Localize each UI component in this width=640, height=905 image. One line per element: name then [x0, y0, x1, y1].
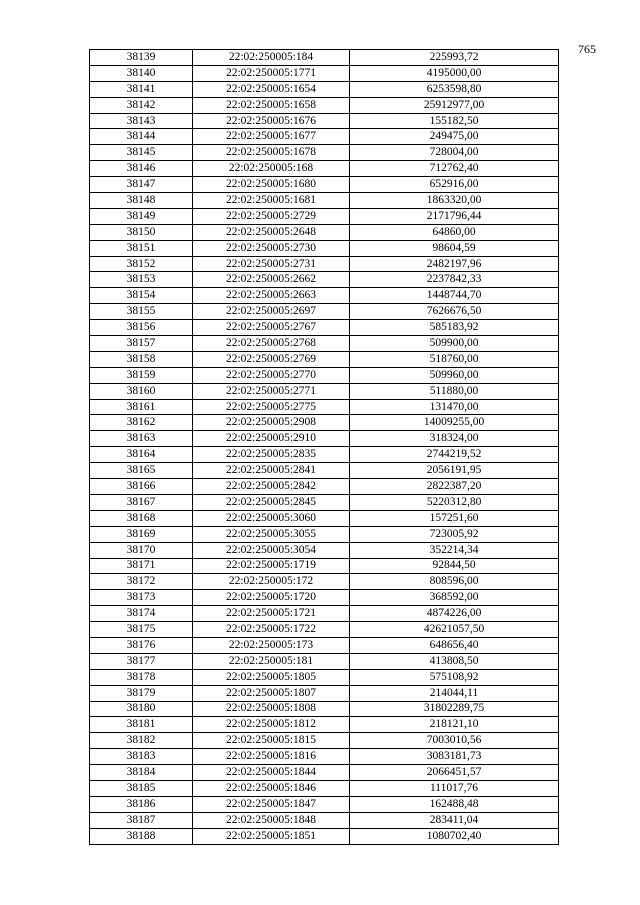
cadastral-value-cell: 249475,00 — [350, 129, 559, 145]
cadastral-value-cell: 4195000,00 — [350, 65, 559, 81]
cadastral-value-cell: 352214,34 — [350, 542, 559, 558]
cadastral-number-cell: 22:02:250005:1846 — [193, 780, 350, 796]
table-row — [90, 622, 559, 638]
cadastral-number-cell: 22:02:250005:1807 — [193, 685, 350, 701]
cadastral-value-cell: 162488,48 — [350, 796, 559, 812]
cadastral-number-cell: 22:02:250005:2767 — [193, 320, 350, 336]
row-number-cell: 38149 — [90, 208, 193, 224]
row-number-cell: 38188 — [90, 828, 193, 844]
table-row — [90, 542, 559, 558]
row-number-cell: 38184 — [90, 765, 193, 781]
cadastral-number-cell: 22:02:250005:1680 — [193, 177, 350, 193]
cadastral-value-cell: 318324,00 — [350, 431, 559, 447]
row-number-cell: 38174 — [90, 606, 193, 622]
table-row — [90, 208, 559, 224]
table-row — [90, 717, 559, 733]
cadastral-value-cell: 2822387,20 — [350, 479, 559, 495]
cadastral-value-cell: 225993,72 — [350, 50, 559, 66]
row-number-cell: 38147 — [90, 177, 193, 193]
table-row — [90, 81, 559, 97]
cadastral-value-cell: 2056191,95 — [350, 463, 559, 479]
cadastral-value-cell: 4874226,00 — [350, 606, 559, 622]
row-number-cell: 38152 — [90, 256, 193, 272]
cadastral-number-cell: 22:02:250005:172 — [193, 574, 350, 590]
cadastral-value-cell: 648656,40 — [350, 637, 559, 653]
cadastral-number-cell: 22:02:250005:181 — [193, 653, 350, 669]
table-row — [90, 65, 559, 81]
row-number-cell: 38156 — [90, 320, 193, 336]
cadastral-number-cell: 22:02:250005:1678 — [193, 145, 350, 161]
cadastral-value-cell: 511880,00 — [350, 383, 559, 399]
table-row — [90, 50, 559, 66]
cadastral-number-cell: 22:02:250005:1722 — [193, 622, 350, 638]
cadastral-number-cell: 22:02:250005:3054 — [193, 542, 350, 558]
row-number-cell: 38151 — [90, 240, 193, 256]
row-number-cell: 38185 — [90, 780, 193, 796]
table-row — [90, 383, 559, 399]
cadastral-value-cell: 31802289,75 — [350, 701, 559, 717]
row-number-cell: 38160 — [90, 383, 193, 399]
table-row — [90, 590, 559, 606]
cadastral-value-cell: 2066451,57 — [350, 765, 559, 781]
cadastral-value-cell: 518760,00 — [350, 351, 559, 367]
table-row — [90, 574, 559, 590]
row-number-cell: 38182 — [90, 733, 193, 749]
row-number-cell: 38143 — [90, 113, 193, 129]
cadastral-value-table — [89, 49, 559, 845]
row-number-cell: 38161 — [90, 399, 193, 415]
cadastral-number-cell: 22:02:250005:1805 — [193, 669, 350, 685]
cadastral-value-cell: 14009255,00 — [350, 415, 559, 431]
cadastral-value-cell: 218121,10 — [350, 717, 559, 733]
cadastral-value-cell: 575108,92 — [350, 669, 559, 685]
cadastral-number-cell: 22:02:250005:1847 — [193, 796, 350, 812]
table-row — [90, 669, 559, 685]
table-row — [90, 336, 559, 352]
cadastral-value-cell: 98604,59 — [350, 240, 559, 256]
table-row — [90, 653, 559, 669]
table-row — [90, 749, 559, 765]
cadastral-value-cell: 1863320,00 — [350, 193, 559, 209]
row-number-cell: 38167 — [90, 494, 193, 510]
row-number-cell: 38179 — [90, 685, 193, 701]
row-number-cell: 38153 — [90, 272, 193, 288]
cadastral-number-cell: 22:02:250005:1771 — [193, 65, 350, 81]
row-number-cell: 38177 — [90, 653, 193, 669]
table-row — [90, 780, 559, 796]
row-number-cell: 38172 — [90, 574, 193, 590]
row-number-cell: 38166 — [90, 479, 193, 495]
cadastral-number-cell: 22:02:250005:2845 — [193, 494, 350, 510]
row-number-cell: 38163 — [90, 431, 193, 447]
row-number-cell: 38183 — [90, 749, 193, 765]
cadastral-value-cell: 2237842,33 — [350, 272, 559, 288]
cadastral-number-cell: 22:02:250005:1720 — [193, 590, 350, 606]
cadastral-number-cell: 22:02:250005:2771 — [193, 383, 350, 399]
table-row — [90, 224, 559, 240]
row-number-cell: 38145 — [90, 145, 193, 161]
row-number-cell: 38159 — [90, 367, 193, 383]
cadastral-value-cell: 2482197,96 — [350, 256, 559, 272]
cadastral-value-cell: 6253598,80 — [350, 81, 559, 97]
cadastral-value-cell: 157251,60 — [350, 510, 559, 526]
cadastral-number-cell: 22:02:250005:2908 — [193, 415, 350, 431]
cadastral-number-cell: 22:02:250005:2842 — [193, 479, 350, 495]
cadastral-number-cell: 22:02:250005:2775 — [193, 399, 350, 415]
cadastral-number-cell: 22:02:250005:1654 — [193, 81, 350, 97]
table-body — [90, 50, 559, 845]
cadastral-number-cell: 22:02:250005:184 — [193, 50, 350, 66]
cadastral-number-cell: 22:02:250005:2663 — [193, 288, 350, 304]
row-number-cell: 38178 — [90, 669, 193, 685]
cadastral-value-cell: 808596,00 — [350, 574, 559, 590]
row-number-cell: 38162 — [90, 415, 193, 431]
cadastral-number-cell: 22:02:250005:1719 — [193, 558, 350, 574]
cadastral-number-cell: 22:02:250005:2835 — [193, 447, 350, 463]
cadastral-number-cell: 22:02:250005:1851 — [193, 828, 350, 844]
cadastral-number-cell: 22:02:250005:1658 — [193, 97, 350, 113]
table-row — [90, 272, 559, 288]
cadastral-number-cell: 22:02:250005:1808 — [193, 701, 350, 717]
cadastral-number-cell: 22:02:250005:2729 — [193, 208, 350, 224]
cadastral-value-cell: 723005,92 — [350, 526, 559, 542]
table-row — [90, 510, 559, 526]
row-number-cell: 38173 — [90, 590, 193, 606]
table-row — [90, 526, 559, 542]
table-row — [90, 240, 559, 256]
cadastral-value-cell: 7003010,56 — [350, 733, 559, 749]
cadastral-value-cell: 131470,00 — [350, 399, 559, 415]
cadastral-number-cell: 22:02:250005:168 — [193, 161, 350, 177]
cadastral-number-cell: 22:02:250005:2769 — [193, 351, 350, 367]
row-number-cell: 38171 — [90, 558, 193, 574]
cadastral-number-cell: 22:02:250005:2662 — [193, 272, 350, 288]
cadastral-value-cell: 283411,04 — [350, 812, 559, 828]
cadastral-value-cell: 25912977,00 — [350, 97, 559, 113]
table-row — [90, 367, 559, 383]
row-number-cell: 38187 — [90, 812, 193, 828]
cadastral-number-cell: 22:02:250005:2770 — [193, 367, 350, 383]
row-number-cell: 38170 — [90, 542, 193, 558]
row-number-cell: 38168 — [90, 510, 193, 526]
row-number-cell: 38165 — [90, 463, 193, 479]
table-row — [90, 415, 559, 431]
table-row — [90, 463, 559, 479]
table-row — [90, 479, 559, 495]
table-row — [90, 828, 559, 844]
cadastral-number-cell: 22:02:250005:2841 — [193, 463, 350, 479]
table-row — [90, 351, 559, 367]
cadastral-number-cell: 22:02:250005:1848 — [193, 812, 350, 828]
cadastral-number-cell: 22:02:250005:2768 — [193, 336, 350, 352]
cadastral-value-cell: 652916,00 — [350, 177, 559, 193]
cadastral-number-cell: 22:02:250005:3055 — [193, 526, 350, 542]
cadastral-number-cell: 22:02:250005:2648 — [193, 224, 350, 240]
row-number-cell: 38139 — [90, 50, 193, 66]
table-row — [90, 447, 559, 463]
cadastral-value-cell: 214044,11 — [350, 685, 559, 701]
cadastral-value-cell: 2744219,52 — [350, 447, 559, 463]
table-row — [90, 796, 559, 812]
row-number-cell: 38157 — [90, 336, 193, 352]
cadastral-number-cell: 22:02:250005:1681 — [193, 193, 350, 209]
cadastral-value-cell: 1080702,40 — [350, 828, 559, 844]
table-row — [90, 193, 559, 209]
cadastral-value-cell: 413808,50 — [350, 653, 559, 669]
row-number-cell: 38175 — [90, 622, 193, 638]
table-row — [90, 161, 559, 177]
table-row — [90, 177, 559, 193]
cadastral-value-cell: 585183,92 — [350, 320, 559, 336]
cadastral-number-cell: 22:02:250005:2731 — [193, 256, 350, 272]
cadastral-number-cell: 22:02:250005:1721 — [193, 606, 350, 622]
table-row — [90, 733, 559, 749]
cadastral-value-cell: 368592,00 — [350, 590, 559, 606]
table-row — [90, 765, 559, 781]
cadastral-number-cell: 22:02:250005:1812 — [193, 717, 350, 733]
table-row — [90, 113, 559, 129]
cadastral-number-cell: 22:02:250005:2730 — [193, 240, 350, 256]
table-row — [90, 637, 559, 653]
table-row — [90, 129, 559, 145]
cadastral-value-cell: 728004,00 — [350, 145, 559, 161]
page-number: 765 — [578, 42, 596, 56]
cadastral-value-cell: 1448744,70 — [350, 288, 559, 304]
cadastral-value-cell: 3083181,73 — [350, 749, 559, 765]
cadastral-value-cell: 64860,00 — [350, 224, 559, 240]
cadastral-value-cell: 92844,50 — [350, 558, 559, 574]
row-number-cell: 38158 — [90, 351, 193, 367]
table-row — [90, 701, 559, 717]
row-number-cell: 38142 — [90, 97, 193, 113]
cadastral-value-cell: 155182,50 — [350, 113, 559, 129]
cadastral-value-cell: 712762,40 — [350, 161, 559, 177]
table-row — [90, 494, 559, 510]
row-number-cell: 38164 — [90, 447, 193, 463]
row-number-cell: 38144 — [90, 129, 193, 145]
cadastral-number-cell: 22:02:250005:3060 — [193, 510, 350, 526]
table-row — [90, 145, 559, 161]
table-row — [90, 399, 559, 415]
cadastral-number-cell: 22:02:250005:1676 — [193, 113, 350, 129]
table-row — [90, 256, 559, 272]
cadastral-value-cell: 509900,00 — [350, 336, 559, 352]
cadastral-value-cell: 509960,00 — [350, 367, 559, 383]
table-row — [90, 304, 559, 320]
row-number-cell: 38186 — [90, 796, 193, 812]
row-number-cell: 38141 — [90, 81, 193, 97]
cadastral-number-cell: 22:02:250005:1677 — [193, 129, 350, 145]
table-row — [90, 320, 559, 336]
table-row — [90, 812, 559, 828]
row-number-cell: 38180 — [90, 701, 193, 717]
table-row — [90, 97, 559, 113]
row-number-cell: 38146 — [90, 161, 193, 177]
cadastral-value-cell: 111017,76 — [350, 780, 559, 796]
row-number-cell: 38140 — [90, 65, 193, 81]
row-number-cell: 38181 — [90, 717, 193, 733]
row-number-cell: 38176 — [90, 637, 193, 653]
table-row — [90, 558, 559, 574]
table-row — [90, 288, 559, 304]
cadastral-value-cell: 2171796,44 — [350, 208, 559, 224]
cadastral-value-cell: 5220312,80 — [350, 494, 559, 510]
row-number-cell: 38155 — [90, 304, 193, 320]
cadastral-number-cell: 22:02:250005:2910 — [193, 431, 350, 447]
table-row — [90, 685, 559, 701]
cadastral-value-cell: 7626676,50 — [350, 304, 559, 320]
cadastral-value-cell: 42621057,50 — [350, 622, 559, 638]
row-number-cell: 38169 — [90, 526, 193, 542]
cadastral-number-cell: 22:02:250005:2697 — [193, 304, 350, 320]
cadastral-number-cell: 22:02:250005:1815 — [193, 733, 350, 749]
table-row — [90, 431, 559, 447]
row-number-cell: 38150 — [90, 224, 193, 240]
cadastral-number-cell: 22:02:250005:1844 — [193, 765, 350, 781]
cadastral-number-cell: 22:02:250005:173 — [193, 637, 350, 653]
row-number-cell: 38148 — [90, 193, 193, 209]
row-number-cell: 38154 — [90, 288, 193, 304]
cadastral-number-cell: 22:02:250005:1816 — [193, 749, 350, 765]
table-row — [90, 606, 559, 622]
